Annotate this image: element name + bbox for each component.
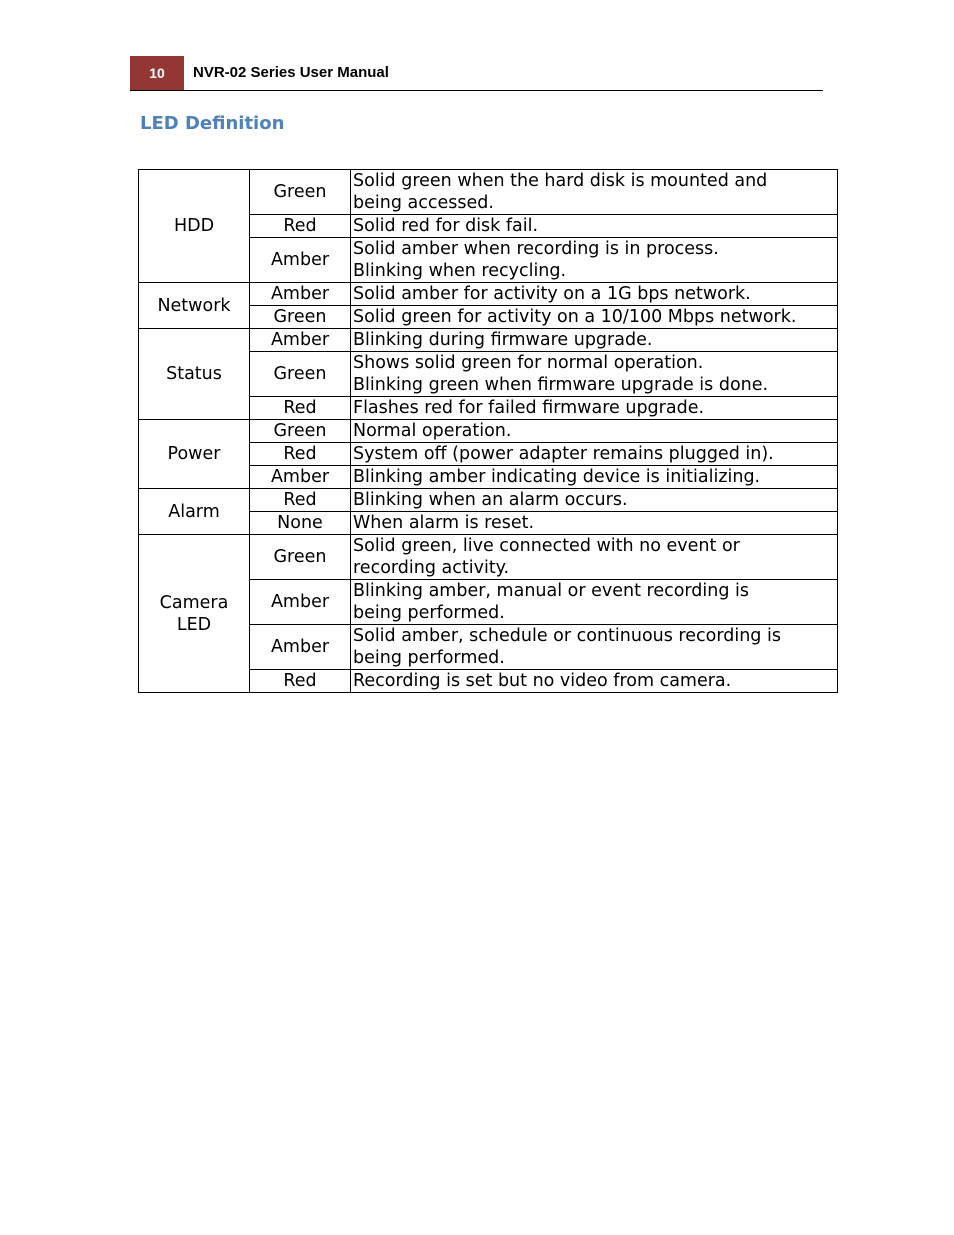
- led-color-cell: Amber: [250, 283, 351, 306]
- led-color-cell: Red: [250, 489, 351, 512]
- led-description-cell: When alarm is reset.: [351, 512, 838, 535]
- led-color-cell: Amber: [250, 329, 351, 352]
- led-description-cell: Shows solid green for normal operation. Blinking green when firmware upgrade is done.: [351, 352, 838, 397]
- led-description-cell: Flashes red for failed firmware upgrade.: [351, 397, 838, 420]
- led-color-cell: Green: [250, 352, 351, 397]
- led-definition-table: [138, 169, 838, 693]
- led-color-cell: Amber: [250, 625, 351, 670]
- led-color-cell: Green: [250, 306, 351, 329]
- table-row: [139, 489, 838, 512]
- led-color-cell: Red: [250, 670, 351, 693]
- led-description-cell: Blinking when an alarm occurs.: [351, 489, 838, 512]
- table-row: [139, 283, 838, 306]
- led-name-cell: Camera LED: [139, 535, 250, 693]
- page-number: 10: [130, 56, 184, 90]
- led-name-cell: HDD: [139, 170, 250, 283]
- led-description-cell: System off (power adapter remains plugged in).: [351, 443, 838, 466]
- led-color-cell: Green: [250, 170, 351, 215]
- table-row: [139, 170, 838, 215]
- led-description-cell: Solid amber when recording is in process. Blinking when recycling.: [351, 238, 838, 283]
- led-description-cell: Solid green when the hard disk is mounted and being accessed.: [351, 170, 838, 215]
- led-color-cell: None: [250, 512, 351, 535]
- table-row: [139, 420, 838, 443]
- led-description-cell: Solid green for activity on a 10/100 Mbps network.: [351, 306, 838, 329]
- led-description-cell: Solid red for disk fail.: [351, 215, 838, 238]
- led-color-cell: Amber: [250, 466, 351, 489]
- led-description-cell: Blinking amber indicating device is initializing.: [351, 466, 838, 489]
- page-header: [130, 56, 823, 91]
- led-description-cell: Blinking during firmware upgrade.: [351, 329, 838, 352]
- section-heading: LED Definition: [140, 113, 285, 134]
- led-name-cell: Status: [139, 329, 250, 420]
- led-description-cell: Normal operation.: [351, 420, 838, 443]
- led-description-cell: Solid amber for activity on a 1G bps network.: [351, 283, 838, 306]
- led-description-cell: Solid amber, schedule or continuous recording is being performed.: [351, 625, 838, 670]
- table-row: [139, 329, 838, 352]
- table-row: [139, 535, 838, 580]
- led-description-cell: Solid green, live connected with no event or recording activity.: [351, 535, 838, 580]
- document-title: NVR-02 Series User Manual: [193, 64, 389, 81]
- led-color-cell: Green: [250, 420, 351, 443]
- led-color-cell: Red: [250, 397, 351, 420]
- led-table-body: [139, 170, 838, 693]
- led-name-cell: Power: [139, 420, 250, 489]
- led-color-cell: Red: [250, 443, 351, 466]
- led-name-cell: Alarm: [139, 489, 250, 535]
- led-color-cell: Green: [250, 535, 351, 580]
- led-color-cell: Red: [250, 215, 351, 238]
- led-name-cell: Network: [139, 283, 250, 329]
- led-description-cell: Blinking amber, manual or event recording is being performed.: [351, 580, 838, 625]
- led-description-cell: Recording is set but no video from camera.: [351, 670, 838, 693]
- led-color-cell: Amber: [250, 580, 351, 625]
- led-color-cell: Amber: [250, 238, 351, 283]
